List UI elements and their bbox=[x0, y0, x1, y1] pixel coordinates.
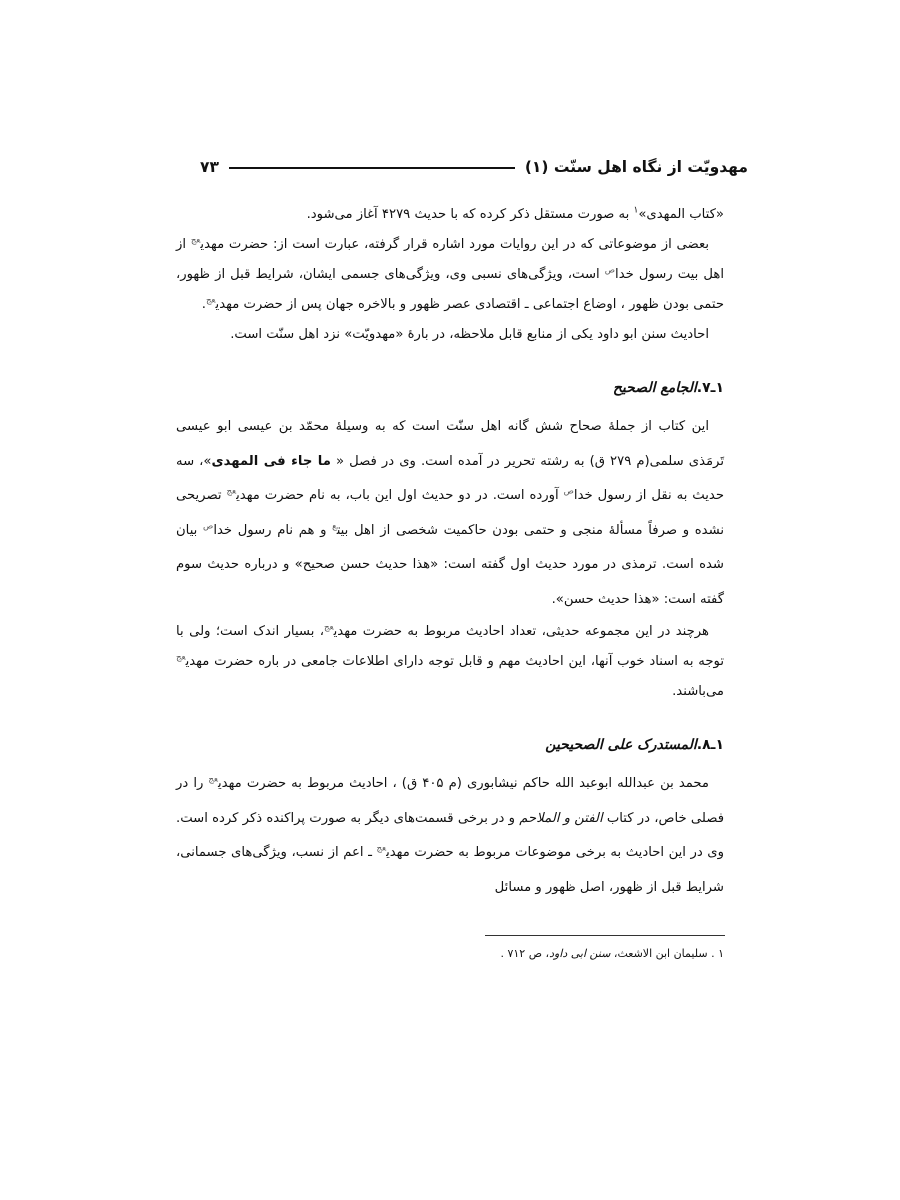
honorific-ahl-bayt: ع bbox=[332, 521, 337, 532]
text: و در برخی قسمت‌های دیگر به صورت پراکنده ذکر کرده است. وی در این احادیث به برخی موضوعات مربوط به حضرت مهدی bbox=[176, 810, 725, 860]
page-number: ۷۳ bbox=[200, 158, 219, 176]
text: است، ویژگی‌های نسبی وی، ویژگی‌های جسمی ایشان، شرایط قبل از ظهور، حتمی بودن ظهور ، اوضاع اجتماعی ـ اقتصادی عصر ظهور و بالاخره جهان پس از حضرت مهدی bbox=[176, 267, 724, 312]
footnote-book-title: سنن ابی داود bbox=[549, 947, 611, 960]
text: «کتاب المهدی» bbox=[638, 207, 724, 222]
running-header-title: مهدویّت از نگاه اهل سنّت (۱) bbox=[524, 158, 748, 176]
text: بیان شده است. ترمذی در مورد حدیث اول گفته است: «هذا حدیث حسن صحیح» و درباره حدیث سوم گفته است: «هذا حدیث حسن». bbox=[176, 522, 724, 607]
honorific-mahdi: عج bbox=[226, 486, 237, 497]
text: می‌باشند. bbox=[672, 684, 724, 699]
honorific-mahdi: عج bbox=[376, 843, 387, 854]
honorific-prophet: ص bbox=[563, 486, 574, 497]
honorific-mahdi: عج bbox=[208, 774, 219, 785]
text: و هم نام رسول خدا bbox=[213, 522, 333, 538]
text: محمد بن عبدالله ابوعبد الله حاکم نیشابوری (م ۴۰۵ ق) ، احادیث مربوط به حضرت مهدی bbox=[218, 776, 709, 791]
honorific-mahdi: عج bbox=[190, 235, 201, 246]
paragraph-intro bbox=[176, 200, 724, 230]
text: . bbox=[201, 297, 206, 312]
text: را در فصلی خاص، در کتاب bbox=[176, 776, 725, 826]
footnote bbox=[176, 945, 724, 963]
paragraph-topics bbox=[176, 230, 724, 320]
text: هرچند در این مجموعه حدیثی، تعداد احادیث مربوط به حضرت مهدی bbox=[333, 624, 709, 639]
text: آورده است. در دو حدیث اول این باب، به نام حضرت مهدی bbox=[236, 488, 564, 503]
section-title: الجامع الصحیح bbox=[612, 380, 697, 396]
honorific-mahdi: عج bbox=[324, 622, 334, 633]
footnote-ref[interactable]: ۱ bbox=[633, 205, 639, 216]
honorific-mahdi: عج bbox=[205, 295, 216, 306]
honorific-mahdi: عج bbox=[176, 652, 186, 663]
honorific-prophet: ص bbox=[604, 265, 616, 276]
footnote-suffix: ، ص ۷۱۲ . bbox=[500, 947, 550, 960]
footnote-prefix: ۱ . سلیمان ابن الاشعث، bbox=[610, 947, 724, 960]
section-heading-8 bbox=[176, 733, 724, 757]
paragraph-abudawud: احادیث سنن ابو داود یکی از منابع قابل ملاحظه، در بارۀ «مهدویّت» نزد اهل سنّت است. bbox=[230, 327, 709, 342]
section-number: ۱ـ۸. bbox=[696, 737, 724, 753]
footnote-rule bbox=[485, 935, 725, 936]
running-header bbox=[200, 155, 748, 179]
section-number: ۱ـ۷. bbox=[696, 380, 724, 396]
paragraph-tirmidhi bbox=[176, 410, 724, 617]
body-text bbox=[176, 200, 724, 905]
text: این کتاب از جملۀ صحاح شش گانه اهل سنّت است که به وسیلۀ محمّد بن عیسی ابو عیسی تَرمَذی سلمی(م ۲۷۹ ق) به رشته تحریر در آمده است. وی در فصل « bbox=[176, 419, 724, 469]
section-heading-7 bbox=[176, 376, 724, 400]
text: به صورت مستقل ذکر کرده که با حدیث ۴۲۷۹ آغاز می‌شود. bbox=[306, 207, 634, 222]
text: از اهل بیت رسول خدا bbox=[176, 237, 724, 282]
book-title: الفتن و الملاحم bbox=[519, 810, 603, 826]
text: بعضی از موضوعاتی که در این روایات مورد اشاره قرار گرفته، عبارت است از: حضرت مهدی bbox=[200, 237, 709, 252]
honorific-prophet: ص bbox=[203, 521, 214, 532]
header-rule bbox=[229, 167, 515, 169]
paragraph-tirmidhi-2 bbox=[176, 617, 724, 707]
text: ، بسیار اندک است؛ ولی با توجه به اسناد خوب آنها، این احادیث مهم و قابل توجه دارای اطلاعات جامعی در باره حضرت مهدی bbox=[176, 624, 724, 669]
section-title: المستدرک علی الصحیحین bbox=[545, 737, 697, 753]
chapter-title: ما جاء فی المهدی bbox=[211, 453, 331, 469]
paragraph-mustadrak bbox=[176, 767, 724, 905]
text: »، سه حدیث به نقل از رسول خدا bbox=[176, 453, 724, 503]
text: ـ اعم از نسب، ویژگی‌های جسمانی، شرایط قبل از ظهور، اصل ظهور و مسائل bbox=[176, 845, 724, 895]
text: تصریحی نشده و صرفاً مسألۀ منجی و حتمی بودن حاکمیت شخصی از اهل بیت bbox=[176, 488, 725, 538]
